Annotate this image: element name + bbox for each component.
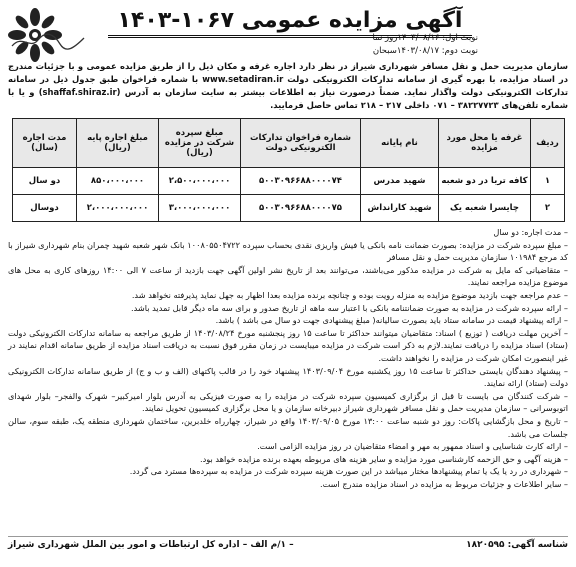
condition-item: – مبلغ سپرده شرکت در مزایده: بصورت ضمانت نامه بانکی یا فیش واریزی نقدی بحساب سپرده ۱۰۰۸۰۵۵۰۴۷۲۲ بانک شهر شعبه شهید چمران بنام شهرداری شیراز با کد مرجع ۱۰۱۹۸۴ سازمان مدیریت حمل و نقل مسافر (8, 239, 568, 263)
condition-item: – متقاضیانی که مایل به شرکت در مزایده مذکور می‌باشند، می‌توانند بعد از تاریخ نشر اولین آگهی جهت بازدید از ساعت ۷ الی ۱۴:۰۰ روزهای کاری به محل های موضوع مزایده مراجعه نمایند. (8, 264, 568, 288)
cell-deposit: ۳،۰۰۰،۰۰۰،۰۰۰ (159, 195, 241, 222)
footer-department: – ۱/م الف – اداره کل ارتباطات و امور بین الملل شهرداری شیراز (8, 540, 294, 550)
cell-duration: دو سال (13, 168, 77, 195)
cell-call-number: ۵۰۰۳۰۹۶۶۸۸۰۰۰۰۷۵ (241, 195, 361, 222)
cell-row-number: ۲ (531, 195, 565, 222)
condition-item: – هزینه آگهی و حق الزحمه کارشناسی مورد مزایده و سایر هزینه های مربوطه بعهده برنده مزایده خواهد بود. (200, 453, 568, 464)
cell-terminal: شهید مدرس (361, 168, 439, 195)
cell-deposit: ۲،۵۰۰،۰۰۰،۰۰۰ (159, 168, 241, 195)
col-header-duration: مدت اجاره (سال) (13, 119, 77, 168)
condition-item: – مدت اجاره: دو سال (493, 227, 568, 237)
footer-divider (8, 536, 568, 537)
signature-icon (8, 30, 88, 52)
condition-item: – شهرداری در رد یا یک یا تمام پیشنهادها مختار میباشد در این صورت هزینه سپرده شرکت در مزایده به سپرده‌ها مسترد می گردد. (129, 466, 568, 477)
condition-item: – آخرین مهلت دریافت ( توزیع ) اسناد: متقاضیان میتوانند حداکثر تا ساعت ۱۵ روز پنجشنبه مورخ ۱۴۰۳/۰۸/۲۴ از طریق مراجعه به سامانه تدارکات الکترونیکی دولت (ستاد) اسناد مزایده را دریافت نمایند.لازم به ذکر است شرکت در مزایده میبایست در زمان مقرر فوق نسبت به دریافت اسناد مزایده از طریق سامانه اقدام نمایند در غیر اینصورت امکان شرکت در مزایده را نخواهند داشت. (8, 327, 568, 363)
table-row (13, 168, 565, 195)
condition-item: – پیشنهاد دهندگان بایستی حداکثر تا ساعت ۱۵ روز یکشنبه مورخ ۱۴۰۳/۰۹/۰۴ پیشنهاد خود را در قالب پاکتهای (الف و ب و ج) از طریق سامانه تدارکات الکترونیکی دولت (ستاد) ارائه نمایند. (8, 365, 568, 389)
auction-items-table (12, 118, 565, 222)
cell-call-number: ۵۰۰۳۰۹۶۶۸۸۰۰۰۰۷۴ (241, 168, 361, 195)
notice-title-text: آگهی مزایده عمومی ۱۰۶۷-۱۴۰۳ (108, 8, 473, 38)
condition-item: – تاریخ و محل بازگشایی پاکات: روز دو شنبه ساعت ۱۳:۰۰ مورخ ۱۴۰۳/۰۹/۰۵ واقع در شیراز، چهارراه خلدبرین، ساختمان شهرداری منطقه یک، طبقه سوم، سالن جلسات می باشد. (8, 415, 568, 439)
cell-item: چایسرا شعبه یک (439, 195, 531, 222)
condition-item: – ارائه سپرده شرکت در مزایده به صورت ضمانتنامه بانکی با اعتبار سه ماهه از تاریخ صدور و برای سه ماه دیگر قابل تمدید باشد. (130, 302, 568, 313)
cell-row-number: ۱ (531, 168, 565, 195)
footer (8, 540, 568, 550)
cell-base-rent: ۲،۰۰۰،۰۰۰،۰۰۰ (77, 195, 159, 222)
col-header-call-number: شماره فراخوان تدارکات الکترونیکی دولت (241, 119, 361, 168)
publish-date-first: نوبت اول: ۱۴۰۳/۰۸/۱۶روز نما (372, 33, 478, 43)
cell-duration: دوسال (13, 195, 77, 222)
condition-item: – ارائه پیشنهاد قیمت در سامانه ستاد باید بصورت سالیانه( مبلغ پیشنهادی جهت دو سال می باشد ) باشد. (215, 315, 568, 326)
condition-item: – شرکت کنندگان می بایست تا قبل از برگزاری کمیسیون سپرده شرکت در مزایده را به صورت فیزیکی به آدرس بلوار امیرکبیر– شهرک والفجر– بلوار شهدای اتوبوسرانی – سازمان مدیریت حمل و نقل مسافر شهرداری شیراز دبیرخانه سازمان و یا محل برگزاری کمیسیون تحویل نمایند. (8, 390, 568, 414)
col-header-deposit: مبلغ سپرده شرکت در مزایده (ریال) (159, 119, 241, 168)
publish-dates (372, 32, 478, 58)
publish-date-second: نوبت دوم: ۱۴۰۳/۰۸/۱۷سبحان (372, 46, 478, 56)
col-header-item: غرفه یا محل مورد مزایده (439, 119, 531, 168)
condition-item: – ارائه کارت شناسایی و اسناد ممهور به مهر و امضاء متقاضیان در روز مزایده الزامی است. (257, 441, 568, 452)
conditions-list (8, 226, 568, 490)
intro-paragraph: سازمان مدیریت حمل و نقل مسافر شهرداری شیراز در نظر دارد اجاره غرفه و مکان ذیل را از طریق مزایده عمومی و با جزئیات مندرج در اسناد مزایده، با بهره گیری از سامانه تدارکات الکترونیکی دولت www.setadiran.ir با شماره فراخوان طبق جدول ذیل در سامانه تدارکات الکترونیکی دولت واگذار نماید. ضمناً درصورت نیاز به اطلاعات بیشتر به سایت سازمان به آدرس (shaffaf.shiraz.ir) و یا با شماره تلفن‌های ۳۸۲۲۷۷۲۳ – ۰۷۱ داخلی ۲۱۷ – ۲۱۸ تماس حاصل فرمایید. (8, 61, 569, 110)
table-row (13, 195, 565, 222)
col-header-terminal: نام پایانه (361, 119, 439, 168)
cell-item: کافه تریا در دو شعبه (439, 168, 531, 195)
col-header-row-number: ردیف (531, 119, 565, 168)
table-header-row (13, 119, 565, 168)
condition-item: – سایر اطلاعات و جزئیات مربوط به مزایده در اسناد مزایده مندرج است. (320, 478, 568, 489)
ad-id: شناسه آگهی: ۱۸۲۰۵۹۵ (466, 540, 568, 550)
cell-base-rent: ۸۵۰،۰۰۰،۰۰۰ (77, 168, 159, 195)
cell-terminal: شهید کارانداش (361, 195, 439, 222)
col-header-base-rent: مبلغ اجاره پایه (ریال) (77, 119, 159, 168)
condition-item: – عدم مراجعه جهت بازدید موضوع مزایده به منزله رویت بوده و چنانچه برنده مزایده بعدا اظهار به جهل نماید پذیرفته نخواهد شد. (131, 289, 568, 300)
